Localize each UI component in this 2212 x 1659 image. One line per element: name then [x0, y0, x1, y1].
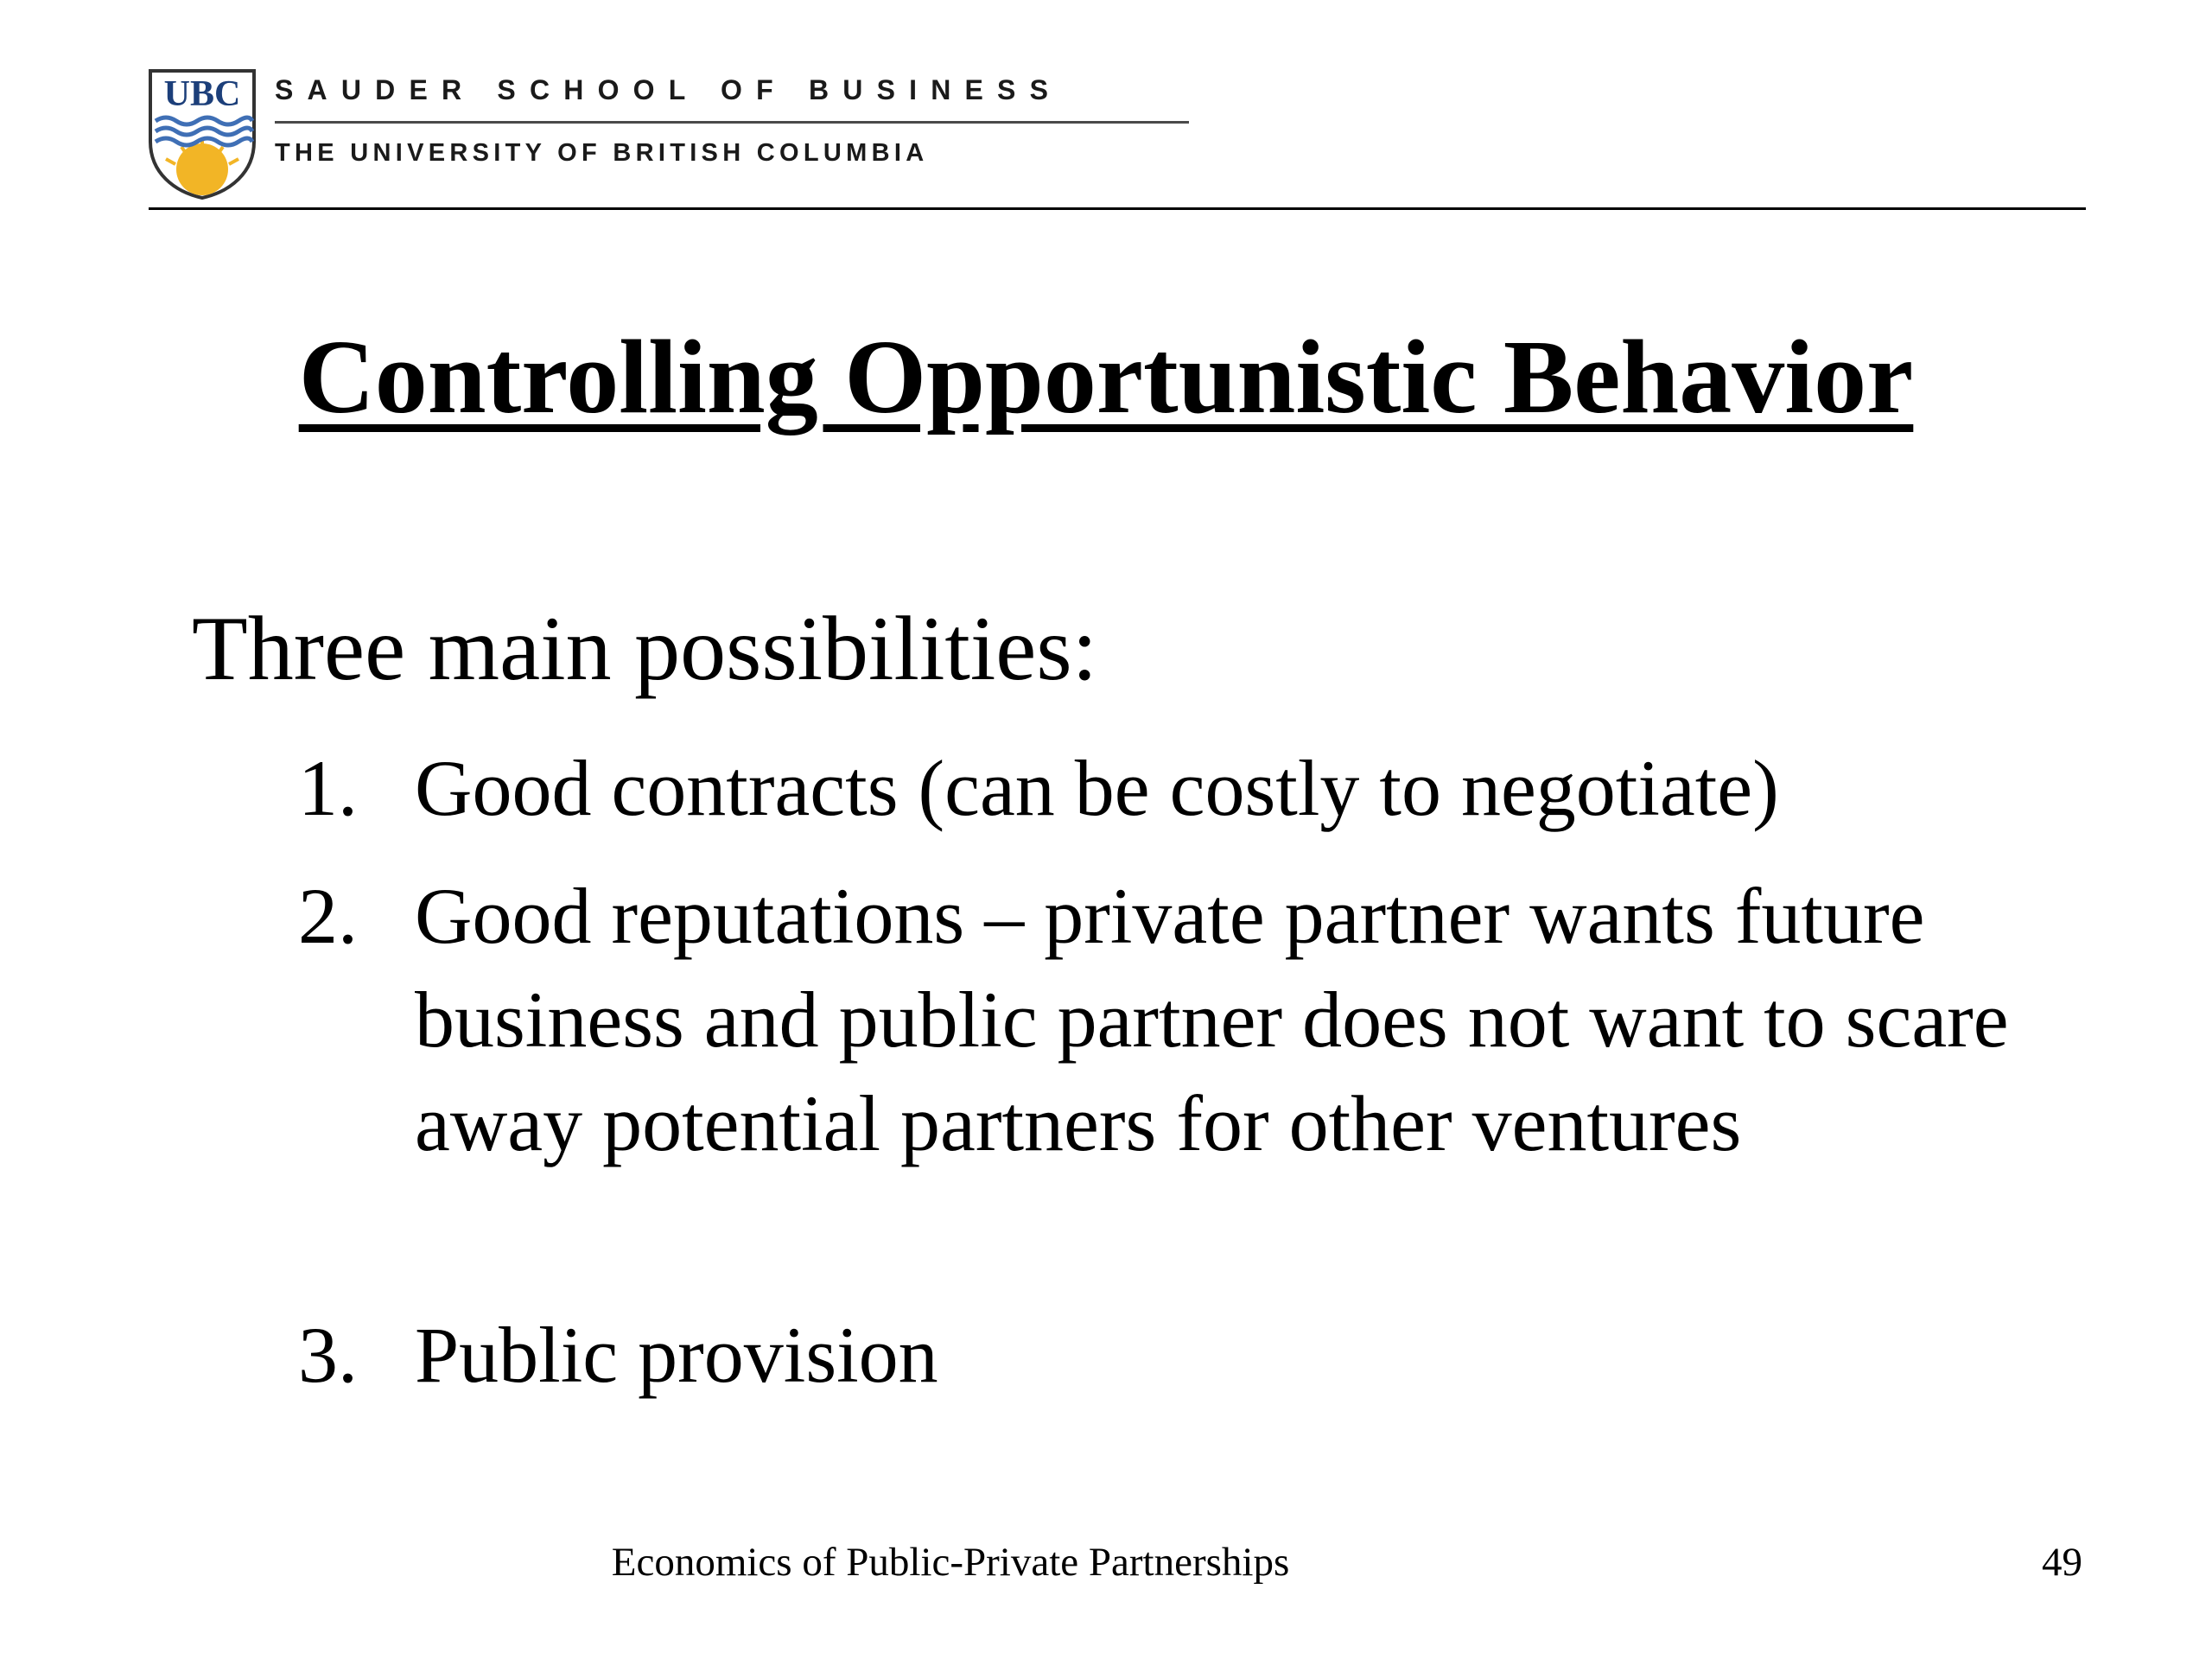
- university-name: THE UNIVERSITY OF BRITISH COLUMBIA: [275, 139, 929, 167]
- header-divider: [149, 207, 2086, 210]
- list-item-text: Good contracts (can be costly to negotiate): [415, 744, 1779, 832]
- ubc-crest-logo: [147, 67, 257, 200]
- ubc-crest-icon: [147, 67, 257, 200]
- list-item-text: Public provision: [415, 1311, 938, 1399]
- slide-title: Controlling Opportunistic Behavior: [298, 319, 1914, 435]
- crest-text: UBC: [163, 74, 241, 114]
- list-item-number: 2.: [298, 872, 358, 960]
- slide-header: [147, 67, 2082, 207]
- list-item-number: 1.: [298, 744, 358, 832]
- slide-intro: Three main possibilities:: [192, 598, 1098, 699]
- footer-title: Economics of Public-Private Partnerships: [611, 1540, 1290, 1585]
- list-item-text: Good reputations – private partner wants future business and public partner does not want to scare away potential partners for other ventures: [415, 872, 2009, 1167]
- school-identity: [275, 76, 1191, 166]
- school-divider: [275, 121, 1189, 124]
- page-number: 49: [2042, 1540, 2082, 1585]
- school-name: SAUDER SCHOOL OF BUSINESS: [275, 74, 1063, 105]
- list-item-number: 3.: [298, 1311, 358, 1399]
